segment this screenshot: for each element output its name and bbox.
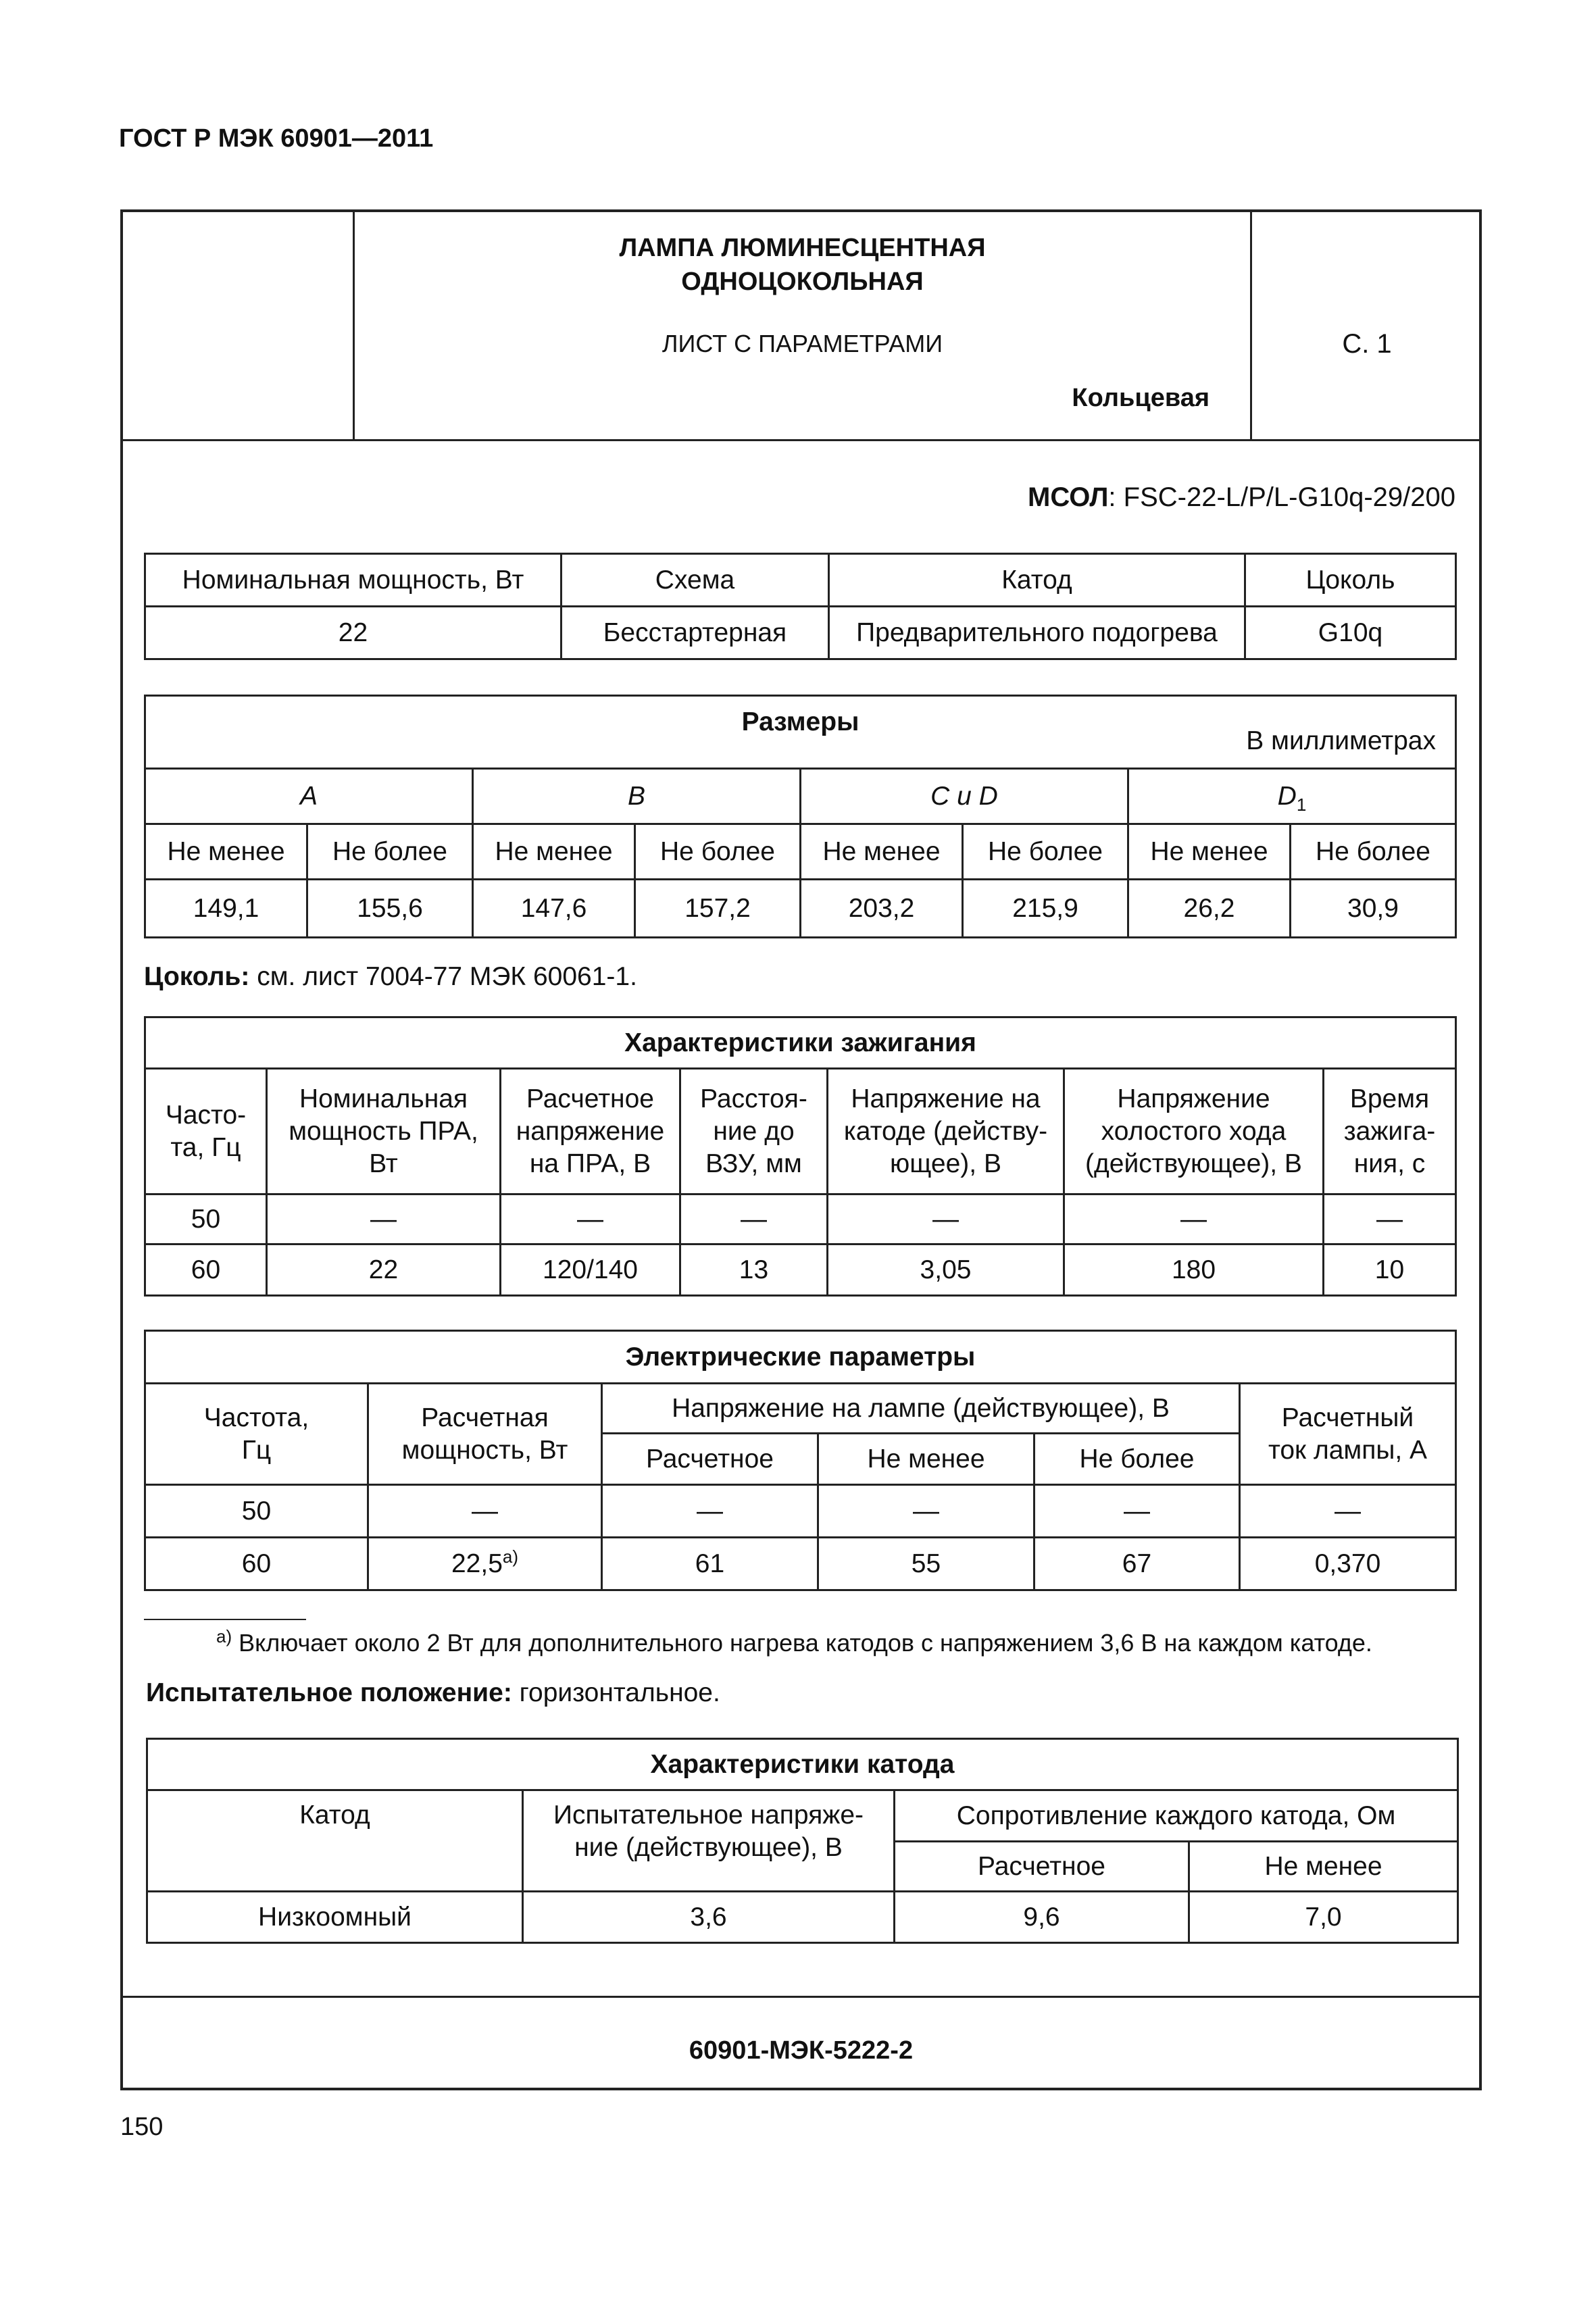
- dim-group-d1-label: D: [1277, 781, 1297, 811]
- ign-cell: 50: [145, 1194, 267, 1244]
- base-note-text: см. лист 7004-77 МЭК 60061-1.: [249, 962, 637, 991]
- el-power-value: 22,5: [451, 1549, 503, 1578]
- electrical-table: [144, 1330, 1457, 1591]
- el-header-line: мощность, Вт: [401, 1435, 568, 1465]
- ign-header-line: ВЗУ, мм: [705, 1149, 802, 1178]
- title-line2: ОДНОЦОКОЛЬНАЯ: [681, 268, 924, 296]
- ignition-header-row: [145, 1069, 1456, 1194]
- ign-header-open-circuit-voltage: [1064, 1069, 1324, 1194]
- el-cell: —: [602, 1485, 818, 1538]
- base-note-label: Цоколь:: [144, 962, 250, 991]
- dim-group-b: B: [473, 769, 801, 824]
- dim-max-label: Не более: [1291, 824, 1456, 880]
- footnote-mark: а): [216, 1626, 232, 1646]
- ignition-title: Характеристики зажигания: [145, 1017, 1456, 1069]
- ignition-row-50: [145, 1194, 1456, 1244]
- ign-header-line: та, Гц: [170, 1132, 241, 1162]
- msol-value: : FSC-22-L/P/L-G10q-29/200: [1108, 482, 1455, 512]
- dim-min-label: Не менее: [473, 824, 635, 880]
- cathode-header-row: [147, 1790, 1458, 1842]
- ign-cell: 13: [680, 1244, 828, 1296]
- ign-header-line: Расстоя-: [700, 1084, 807, 1113]
- dim-max-label: Не более: [307, 824, 473, 880]
- dim-group-d1: [1128, 769, 1456, 824]
- general-value: 22: [145, 607, 562, 659]
- dim-value: 149,1: [145, 880, 307, 938]
- el-cell-power: [368, 1538, 602, 1590]
- el-cell: 61: [602, 1538, 818, 1590]
- el-header-power: [368, 1384, 602, 1485]
- el-cell: —: [818, 1485, 1034, 1538]
- general-header: Цоколь: [1245, 554, 1456, 607]
- ign-cell: —: [1064, 1194, 1324, 1244]
- footnote-text: Включает около 2 Вт для дополнительного нагрева катодов с напряжением 3,6 В на каждом катоде.: [232, 1629, 1372, 1657]
- ign-header-line: мощность ПРА,: [289, 1116, 478, 1146]
- ign-header-line: Часто-: [165, 1100, 247, 1130]
- cath-header-line: ние (действующее), В: [574, 1833, 843, 1862]
- dim-value: 26,2: [1128, 880, 1291, 938]
- dim-min-label: Не менее: [1128, 824, 1291, 880]
- electrical-title: Электрические параметры: [145, 1331, 1456, 1384]
- ign-header-line: напряжение: [516, 1116, 665, 1146]
- cathode-value-row: [147, 1892, 1458, 1943]
- ign-cell: 3,05: [828, 1244, 1064, 1296]
- dimensions-value-row: [145, 880, 1456, 938]
- cath-cell: 9,6: [895, 1892, 1189, 1943]
- el-header-line: Гц: [241, 1435, 272, 1465]
- dim-min-label: Не менее: [145, 824, 307, 880]
- ign-header-line: зажига-: [1343, 1116, 1436, 1146]
- ignition-table: [144, 1016, 1457, 1297]
- ign-cell: —: [828, 1194, 1064, 1244]
- general-header: Номинальная мощность, Вт: [145, 554, 562, 607]
- sheet-label: ЛИСТ С ПАРАМЕТРАМИ: [662, 330, 943, 357]
- cath-cell: 3,6: [523, 1892, 895, 1943]
- ign-header-line: Время: [1349, 1084, 1430, 1113]
- test-position-label: Испытательное положение:: [146, 1678, 512, 1707]
- cath-cell: Низкоомный: [147, 1892, 523, 1943]
- ignition-row-60: [145, 1244, 1456, 1296]
- ignition-title-row: [145, 1017, 1456, 1069]
- page-number: 150: [120, 2113, 164, 2141]
- cath-header-cathode: Катод: [147, 1790, 523, 1892]
- dimensions-title-cell: [145, 696, 1456, 769]
- el-subheader: Не менее: [818, 1434, 1034, 1485]
- dimensions-title-row: [145, 696, 1456, 769]
- title-divider-right: [1250, 212, 1252, 439]
- cath-header-line: Испытательное напряже-: [553, 1801, 864, 1830]
- general-value: Бесстартерная: [562, 607, 829, 659]
- el-header-current: [1240, 1384, 1456, 1485]
- el-cell: —: [368, 1485, 602, 1538]
- el-header-line: Расчетный: [1281, 1403, 1414, 1432]
- footer-divider: [123, 1996, 1479, 1998]
- electrical-row-50: [145, 1485, 1456, 1538]
- ign-header-ballast-power: [267, 1069, 501, 1194]
- dim-group-d1-sub: 1: [1296, 794, 1307, 815]
- general-table: [144, 553, 1457, 660]
- ign-header-line: Расчетное: [526, 1084, 654, 1113]
- ign-header-time: [1324, 1069, 1456, 1194]
- el-subheader: Не более: [1034, 1434, 1240, 1485]
- dimensions-limit-row: [145, 824, 1456, 880]
- ign-header-line: ния, с: [1353, 1149, 1426, 1178]
- title-line1: ЛАМПА ЛЮМИНЕСЦЕНТНАЯ: [619, 234, 986, 262]
- footnote-rule: [144, 1619, 306, 1620]
- electrical-row-60: [145, 1538, 1456, 1590]
- dimensions-group-row: [145, 769, 1456, 824]
- electrical-title-row: [145, 1331, 1456, 1384]
- ign-cell: —: [680, 1194, 828, 1244]
- dim-min-label: Не менее: [801, 824, 963, 880]
- ign-cell: —: [267, 1194, 501, 1244]
- dim-max-label: Не более: [963, 824, 1128, 880]
- page-ref: С. 1: [1342, 329, 1392, 359]
- ign-cell: 10: [1324, 1244, 1456, 1296]
- cath-header-voltage: [523, 1790, 895, 1892]
- el-cell: 60: [145, 1538, 368, 1590]
- test-position: [146, 1677, 720, 1709]
- ign-header-frequency: [145, 1069, 267, 1194]
- dim-value: 155,6: [307, 880, 473, 938]
- ign-header-line: катоде (действу-: [843, 1116, 1048, 1146]
- ign-header-cathode-voltage: [828, 1069, 1064, 1194]
- general-value: Предварительного подогрева: [829, 607, 1245, 659]
- title-block: [355, 231, 1250, 299]
- el-cell: 67: [1034, 1538, 1240, 1590]
- el-header-frequency: [145, 1384, 368, 1485]
- dim-value: 215,9: [963, 880, 1128, 938]
- el-cell: 0,370: [1240, 1538, 1456, 1590]
- ign-cell: 22: [267, 1244, 501, 1296]
- general-header-row: [145, 554, 1456, 607]
- dim-value: 203,2: [801, 880, 963, 938]
- dimensions-table: [144, 695, 1457, 938]
- ign-header-line: Номинальная: [299, 1084, 468, 1113]
- base-note: [144, 961, 637, 993]
- electrical-header-row: [145, 1384, 1456, 1434]
- cathode-title: Характеристики катода: [147, 1739, 1458, 1790]
- general-value-row: [145, 607, 1456, 659]
- cath-cell: 7,0: [1189, 1892, 1458, 1943]
- cathode-title-row: [147, 1739, 1458, 1790]
- ign-header-line: Вт: [369, 1149, 398, 1178]
- cathode-table: [146, 1738, 1459, 1944]
- dim-group-cd: C и D: [801, 769, 1128, 824]
- ign-header-ballast-voltage: [501, 1069, 680, 1194]
- dim-max-label: Не более: [635, 824, 801, 880]
- dim-value: 30,9: [1291, 880, 1456, 938]
- ign-cell: 120/140: [501, 1244, 680, 1296]
- ign-header-line: холостого хода: [1101, 1116, 1287, 1146]
- ign-header-line: ющее), В: [890, 1149, 1001, 1178]
- el-cell: 55: [818, 1538, 1034, 1590]
- el-cell: 50: [145, 1485, 368, 1538]
- dim-value: 147,6: [473, 880, 635, 938]
- footnote: [216, 1627, 1372, 1659]
- cath-subheader: Расчетное: [895, 1842, 1189, 1892]
- general-value: G10q: [1245, 607, 1456, 659]
- title-divider-bottom: [123, 439, 1479, 441]
- el-header-voltage: Напряжение на лампе (действующее), В: [602, 1384, 1240, 1434]
- el-cell: —: [1240, 1485, 1456, 1538]
- ign-header-line: Напряжение на: [851, 1084, 1041, 1113]
- msol-label: МСОЛ: [1028, 482, 1109, 512]
- general-header: Схема: [562, 554, 829, 607]
- ign-cell: 60: [145, 1244, 267, 1296]
- el-cell: —: [1034, 1485, 1240, 1538]
- el-header-line: Частота,: [203, 1403, 309, 1432]
- el-power-footnote-mark: а): [502, 1546, 519, 1567]
- el-header-line: ток лампы, А: [1268, 1435, 1428, 1465]
- ign-header-line: на ПРА, В: [529, 1149, 651, 1178]
- ign-header-distance: [680, 1069, 828, 1194]
- ign-cell: —: [501, 1194, 680, 1244]
- dim-value: 157,2: [635, 880, 801, 938]
- cath-subheader: Не менее: [1189, 1842, 1458, 1892]
- el-subheader: Расчетное: [602, 1434, 818, 1485]
- ign-header-line: (действующее), В: [1085, 1149, 1302, 1178]
- ign-cell: 180: [1064, 1244, 1324, 1296]
- cath-header-resistance: Сопротивление каждого катода, Ом: [895, 1790, 1458, 1842]
- dimensions-title: Размеры: [741, 707, 859, 736]
- dim-group-a: A: [145, 769, 473, 824]
- ign-cell: —: [1324, 1194, 1456, 1244]
- lamp-type: Кольцевая: [1072, 384, 1210, 412]
- ign-header-line: Напряжение: [1117, 1084, 1270, 1113]
- el-header-line: Расчетная: [421, 1403, 549, 1432]
- general-header: Катод: [829, 554, 1245, 607]
- msol-designation: [1028, 481, 1455, 513]
- ign-header-line: ние до: [713, 1116, 795, 1146]
- dimensions-unit: В миллиметрах: [1246, 726, 1436, 755]
- document-header: ГОСТ Р МЭК 60901—2011: [119, 124, 434, 153]
- test-position-text: горизонтальное.: [512, 1678, 720, 1707]
- sheet-number: 60901-МЭК-5222-2: [689, 2036, 914, 2065]
